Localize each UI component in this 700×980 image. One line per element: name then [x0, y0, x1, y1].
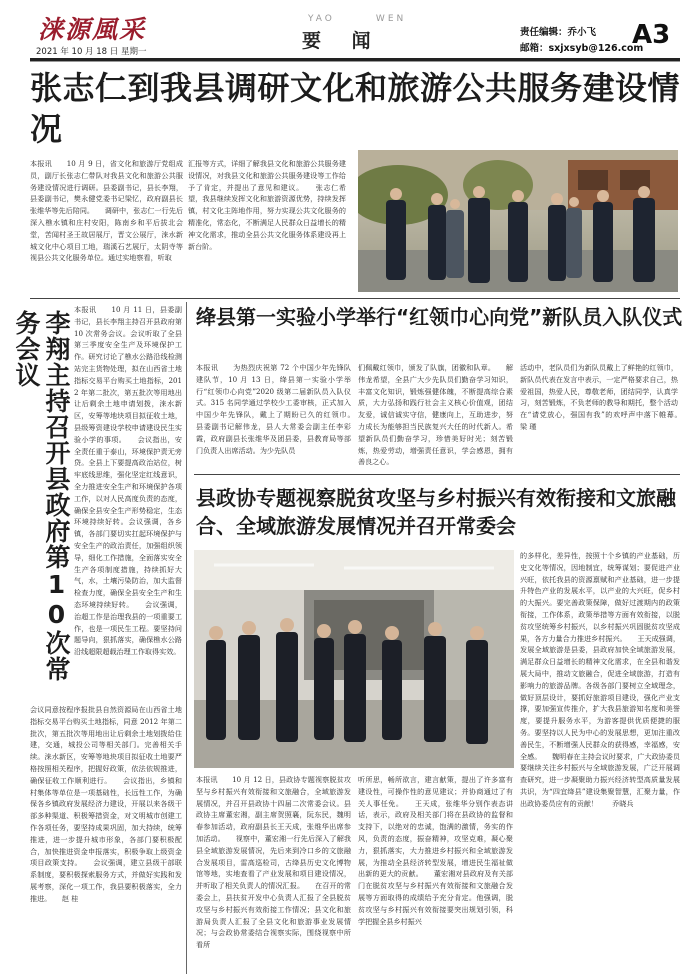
article4-column-right: 的多样化，差异性，按照十个乡镇的产业基础，历史文化等情况，因地制宜，统筹谋划；要促进产业兴旺，依托我县的资源禀赋和产业基础，进一步提升特色产业的发展水平，以产业的大兴旺，促乡村的大振兴。要完善政策保障，做好过渡期内的政策衔接，工作体系，政策举措等方面有效衔接，以脱贫攻坚统筹乡村振兴，以乡村振兴巩固脱贫攻坚成果，各方力量合力推进乡村振兴。 王天成强调，发展全域旅游是县委，县政府加快全域旅游发展，满足群众日益增长的精神文化需求，在全县和谐发展大局中，推动文旅融合，促进全域旅游，打造有影响力的旅游品牌。各级各部门要树立全域理念，做好顶层设计，要抓好旅游项目建设，强化产业支撑，要加强宣传推介，扩大我县旅游知名度和美誉度，要提升服务水平，为游客提供优质便捷的服务。要坚持以人民为中心的发展思想，更加注重改善民生，不断增强人民群众的获得感，幸福感，安全感。 魏明春在主持会议时要求，广大政协委员要继续关注乡村振兴与全域旅游发展，广泛开展调查研究，进一步凝聚助力振兴经济转型高质量发展共识，为“四宜绛县”建设集聚智慧，汇聚力量，作出政协委员应有的贡献！ 乔晓兵: [520, 551, 680, 808]
article1-headline: 张志仁到我县调研文化和旅游公共服务建设情况: [30, 69, 681, 148]
article3-column-1: 本报讯 为热烈庆祝第 72 个中国少年先锋队建队节，10 月 13 日，绛县第一实验小学举行“红领巾心向党”2020 级第二届新队员入队仪式。315 名同学通过学校少工委审核，正式加入中国少年先锋队，戴上了期盼已久的红领巾。 县委副书记解伟龙，县人大常委会副主任李彩霞，政府副县长张维华及团县委，县教育局等部门负责人出席活动。为少先队员: [196, 363, 351, 455]
header-divider: [30, 58, 680, 62]
article2-column-top: 本报讯 10 月 11 日，县委副书记，县长李翔主持召开县政府第 10 次常务会议。会议听取了全县第三季度安全生产及环境保护工作。研究讨论了樵水公路沿线检测站完主货物处理，拟在山西省土地指标交易平台购买土地指标，2012 年第二批次，第五批次等用地出让后剩余土地申请划拨，涞水新区，安筹等地块项目拟征收土地，县级筹资建设学校申请建设民生实验小学的事项。 会议指出，安全责任重于泰山，环境保护责无旁贷。全县上下要提高政治站位，树牢底线思维，强化坚定红线意识，全力推进安全生产和环境保护各项工作，以对人民高度负责的态度，确保全县安全生产形势稳定，生态环境持续好转。会议强调，各乡镇，各部门要切实扛起环境保护与安全生产的政治责任，加强组织领导，细化工作措施，全面落实安全生产各项制度措施，持续抓好大气，水，土壤污染防治，加大监督检查力度，确保全县安全生产和生态环境持续好转。 会议强调，治超工作是治理我县的一项重要工作，也是一项民生工程。要坚持问题导向，狠抓落实，确保樵水公路沿线超限超载治理工作取得实效。: [74, 305, 182, 657]
article3-headline: 绛县第一实验小学举行“红领巾心向党”新队员入队仪式: [196, 305, 683, 329]
article1-column-1: 本报讯 10 月 9 日，省文化和旅游厅党组成员，副厅长张志仁带队对我县文化和旅游公共服务建设情况进行调研。县委副书记，县长李翔，县委副书记，樊永健党委书记梁忆，政府副县长张维华等先后陪同。 调研中，张志仁一行先后深入樵水镇和庄村安阳，陈南乡和平后拔北会堂，苦闻村圣王故居展厅，晋文公展厅，涞水新城文化中心项目工地，瑞溪石艺展厅，太阴寺等视县公共文化服务单位。通过实地察看，听取: [30, 159, 183, 263]
article2-vertical-headline: 李翔主持召开县政府第10次常务会议: [12, 310, 71, 682]
article1-photo: [358, 150, 678, 292]
section-title: 要 闻: [302, 30, 383, 52]
article4-column-2: 听所思，畅所欲言，建言献策，提出了许多富有建设性，可操作性的意见建议；并协商通过了有关人事任免。 王天成，张维华分别作表态讲话，表示，政府及相关部门将在县政协的监督和支持下，以绝对的忠诚，饱满的激情，务实的作风，负责的态度，振奋精神，攻坚克难，凝心聚力，狠抓落实，大力推进乡村振兴和全域旅游发展，为推动全县经济转型发展，增进民生福祉做出新的更大的贡献。 董宏湘对县政府及有关部门在脱贫攻坚与乡村振兴有效衔接和文旅融合发展等方面取得的成绩给予充分肯定。他强调，脱贫攻坚与乡村振兴有效衔接要突出规划引领，科学把握全县乡村振兴: [358, 775, 513, 926]
section-name-english: [308, 14, 418, 24]
article1-column-2: 汇报等方式，详细了解我县文化和旅游公共服务建设情况，对我县文化和旅游公共服务建设等工作给予了肯定，并提出了意见和建议。 张志仁希望，我县继续发挥文化和旅游资源优势，持续发挥镇，村文化主阵地作用，努力实现公共文化服务的精准化，常态化，不断满足人民群众日益增长的精神文化需求，推动全县公共文化服务体系建设再上新台阶。: [188, 159, 346, 251]
editor-credit: 责任编辑：乔小飞: [520, 27, 597, 38]
page-number: A3: [632, 20, 671, 50]
editor-email: 邮箱：sxjxsyb@126.com: [520, 43, 644, 54]
article4-photo: [194, 550, 514, 768]
article3-column-3: 活动中，老队员们为新队员戴上了鲜艳的红领巾，新队员代表在发言中表示，一定严格要求自己，热爱祖国，热爱人民，尊敬老师，团结同学，认真学习，刻苦锻炼，不负老师的教导和期托，整个活动在“请党放心，强国有我”的欢呼声中落下帷幕。 梁 瑾: [520, 363, 678, 431]
article4-headline: 县政协专题视察脱贫攻坚与乡村振兴有效衔接和文旅融合、全域旅游发展情况并召开常委会: [196, 486, 676, 538]
article4-column-1: 本报讯 10 月 12 日，县政协专题视察脱贫攻坚与乡村振兴有效衔接和文旅融合，全域旅游发展情况，并召开县政协十四届二次常委会议。县政协主席董宏湘，副主席贺照襄，阮东民，魏明春参加活动，政府副县长王天成，张维华出席参加活动。 视察中，董宏湘一行先后深入了解我县全域旅游发展情况，先后来到冷口乡的文旅融合发展项目，雷高巡检司，古绛县历史文化博物馆等地，实地查看了产业发展和项目建设情况，并听取了相关负责人的情况汇报。 在召开的常委会上，县扶贫开发中心负责人汇报了全县脱贫攻坚与乡村振兴有效衔接工作情况；县文化和旅游局负责人汇报了全县文化和旅游事业发展情况；与会政协常委结合视察实际，围绕视察中所看所: [196, 775, 351, 950]
section-en-word: YAO: [308, 14, 335, 24]
section-divider: [30, 298, 680, 299]
column-divider: [186, 302, 187, 974]
masthead-logo: 涞源風采: [38, 15, 147, 44]
section-en-word: WEN: [375, 14, 407, 24]
article3-column-2: 们佩戴红领巾，颁发了队旗，团徽和队章。 解伟龙希望，全县广大少先队员们勤奋学习知识，丰富文化知识，锻炼强健体魄，不断提高综合素质，大力弘扬和践行社会主义核心价值观，团结友爱，诚信诚实守信，健康向上，互助进步，努力成长为能够担当民族复兴大任的时代新人。希望新队员们勤奋学习，珍惜美好时光；刻苦锻炼，热爱劳动，增强责任意识，学会感恩，拥有善良之心。: [358, 363, 513, 467]
section-divider: [194, 474, 680, 475]
issue-date: 2021 年 10 月 18 日 星期一: [36, 47, 147, 57]
article2-column-bottom: 会议同意按程序报批县自然资源局在山西省土地指标交易平台购买土地指标，同意 2012 年第二批次，第五批次等用地出让后剩余土地划拨给住建，交通，城投公司等相关部门。完善相关手续。涞水新区，安筹等地块项目拟征收土地要严格按照相关程序，把握好政策，依法依规推进，确保征收工作顺利进行。 会议指出，乡镇和村集体等单位是一项基础性，长远性工作，为确保各乡镇政府发展经济力建设，开展以来各级干部多种渠道、积极筹措资金，对文明城市创建工作各项任务，要坚持成果巩固，加大持续，统筹推进，进一步提升城市形象，各部门要积极配合，加快推进资金申报落实，积极争取上级资金项目政策支持。 会议强调，建立县级干部联系制度，要积极探索服务方式，并做好实践和发展考察，深化一项工作，我县要积极落实，全力推进。 赵 桂: [30, 705, 182, 903]
